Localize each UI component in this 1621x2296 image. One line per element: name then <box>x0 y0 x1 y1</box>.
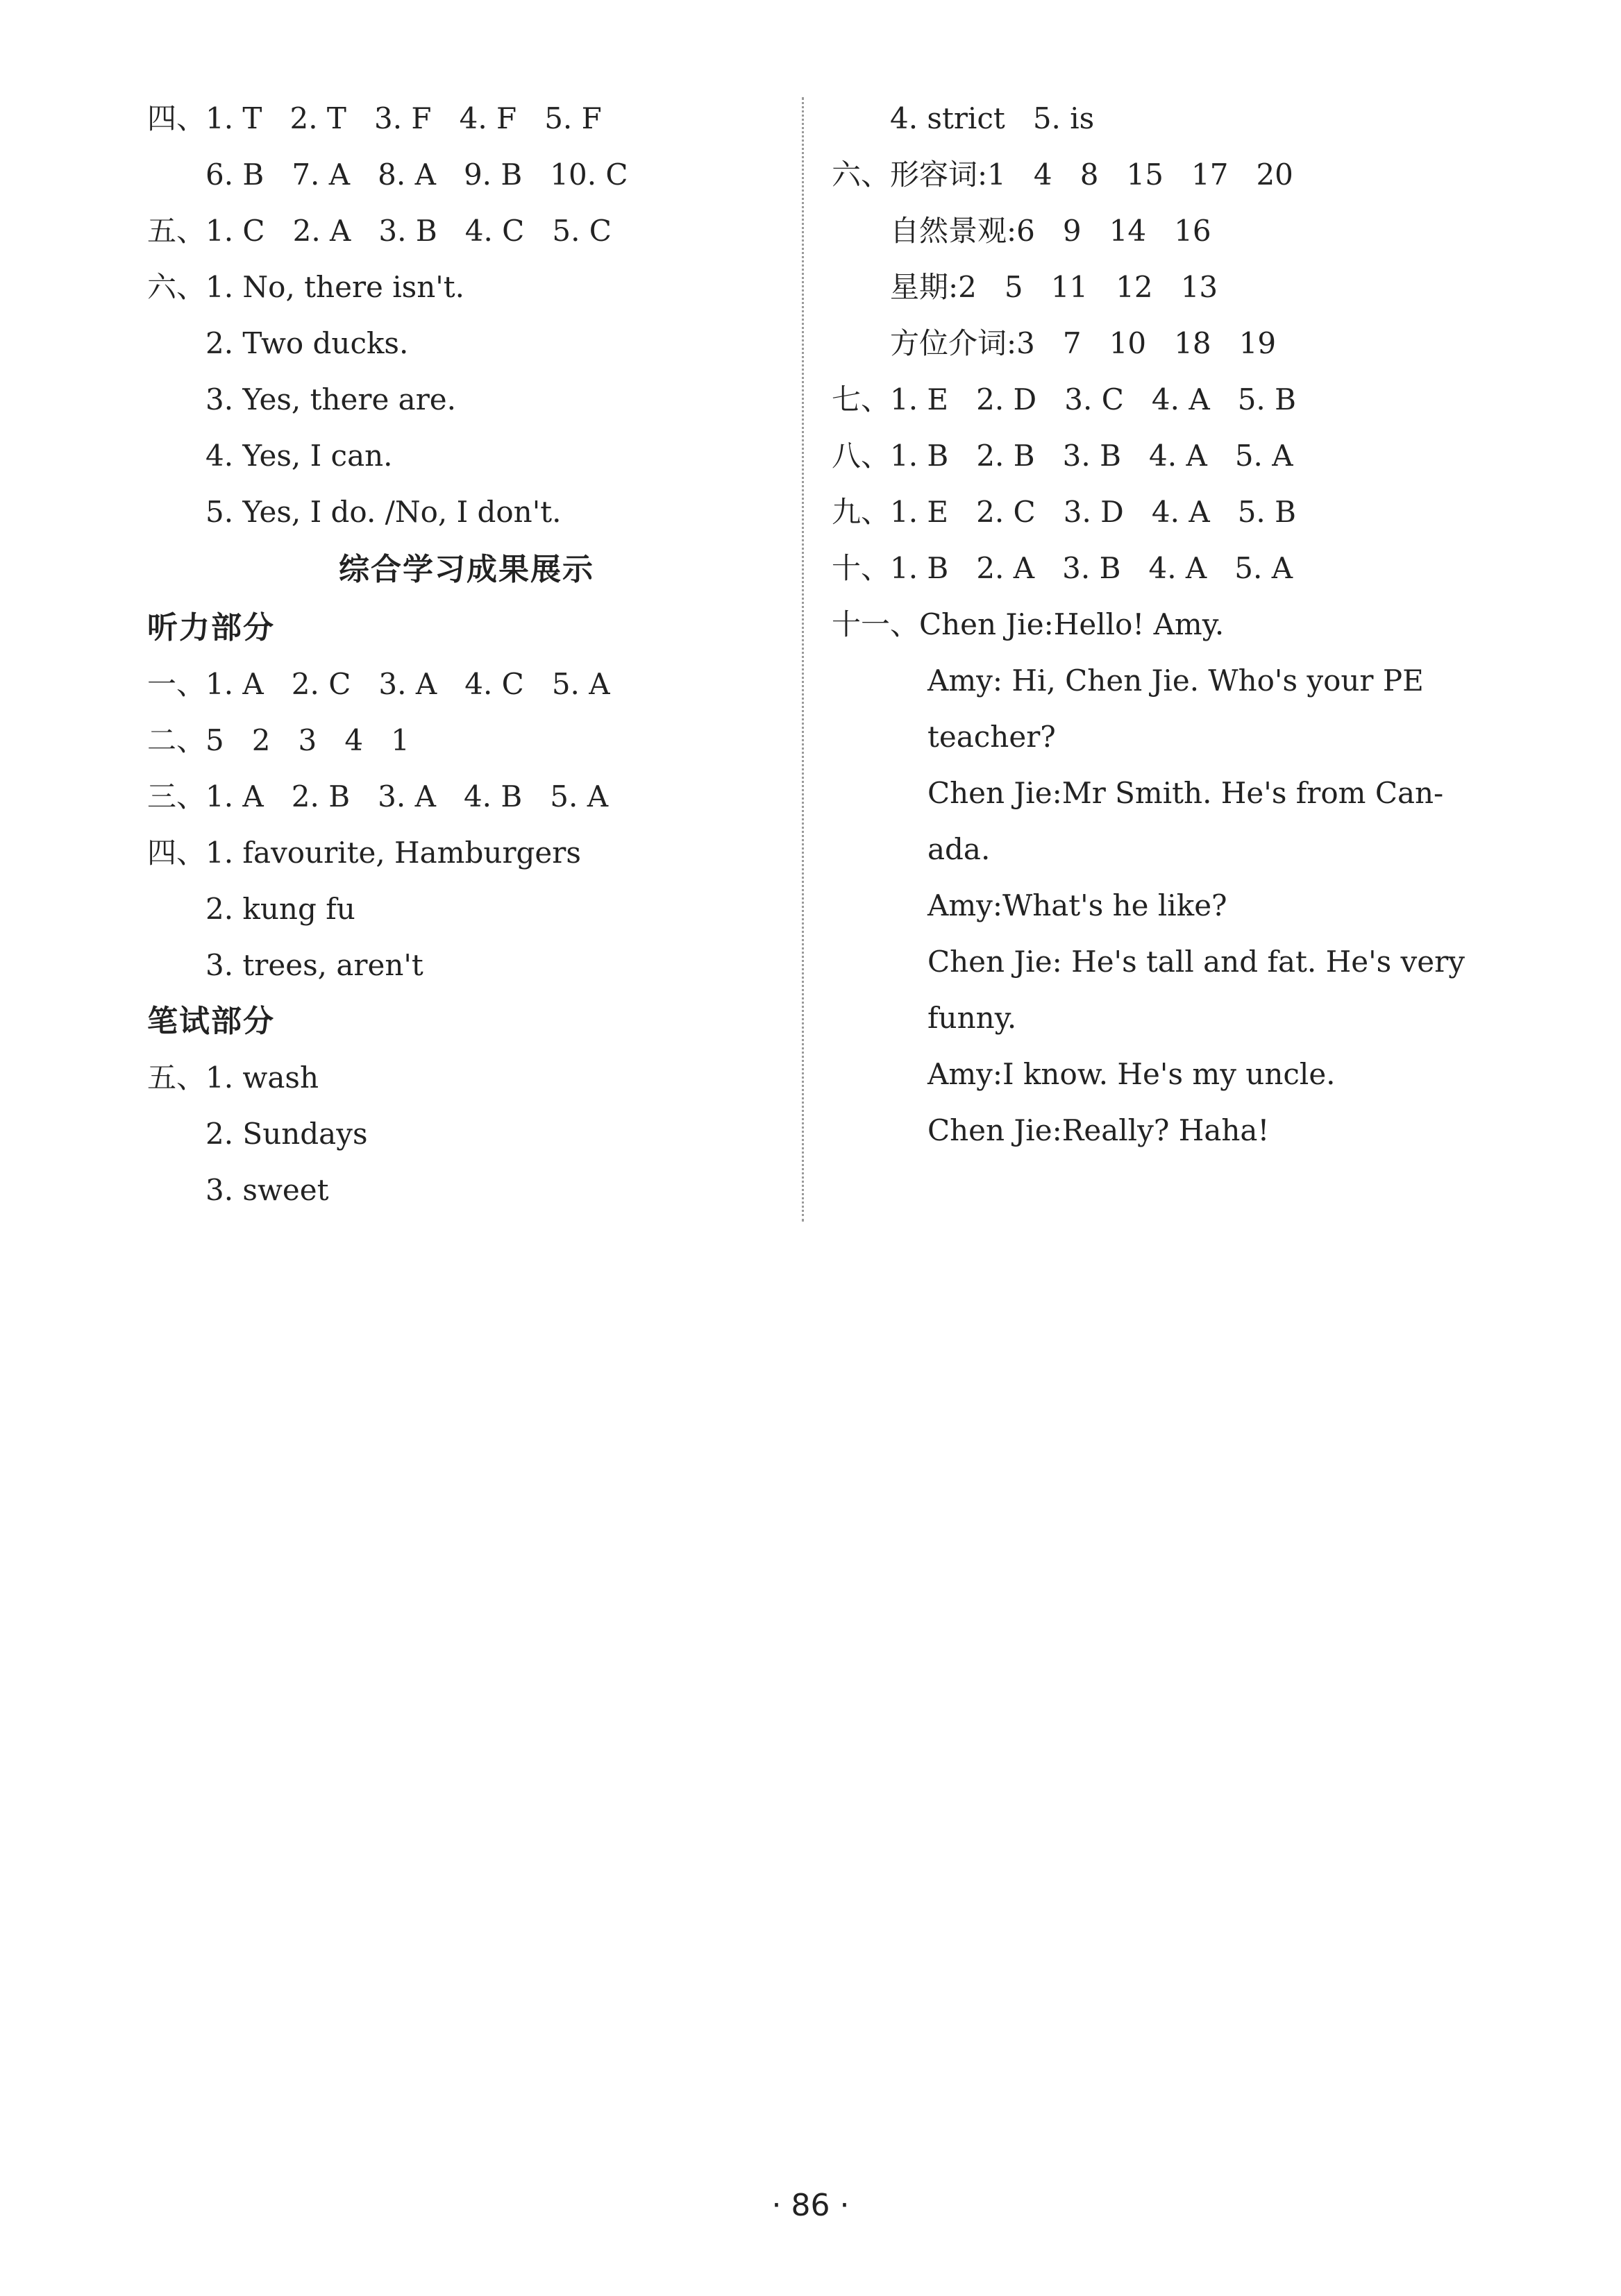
answer-line: 3. trees, aren't <box>205 948 423 982</box>
answer-line: 2. Sundays <box>205 1117 368 1151</box>
answer-line: 一、1. A 2. C 3. A 4. C 5. A <box>147 667 610 701</box>
answer-line: 4. Yes, I can. <box>205 439 393 473</box>
answer-line: 3. sweet <box>205 1173 329 1207</box>
answer-line: 2. Two ducks. <box>205 326 409 360</box>
answer-line: 6. B 7. A 8. A 9. B 10. C <box>205 158 628 192</box>
dialogue-line: funny. <box>927 1001 1017 1035</box>
answer-line: 八、1. B 2. B 3. B 4. A 5. A <box>832 439 1293 473</box>
left-column <box>147 90 786 1218</box>
answer-line: 4. strict 5. is <box>890 101 1095 135</box>
answer-line: 五、1. C 2. A 3. B 4. C 5. C <box>147 214 612 248</box>
answer-line: 星期:2 5 11 12 13 <box>890 270 1218 304</box>
answer-line: 二、5 2 3 4 1 <box>147 723 410 757</box>
answer-line: 十、1. B 2. A 3. B 4. A 5. A <box>832 551 1293 585</box>
listening-heading: 听力部分 <box>147 610 275 645</box>
answer-line: 方位介词:3 7 10 18 19 <box>890 326 1277 360</box>
answer-line: 七、1. E 2. D 3. C 4. A 5. B <box>832 382 1296 416</box>
section-title: 综合学习成果展示 <box>339 552 594 587</box>
dialogue-line: ada. <box>927 832 991 866</box>
dialogue-line: Amy:I know. He's my uncle. <box>927 1057 1336 1091</box>
dialogue-line: 十一、Chen Jie:Hello! Amy. <box>832 607 1225 641</box>
answer-line: 3. Yes, there are. <box>205 382 456 416</box>
dialogue-line: Chen Jie:Really? Haha! <box>927 1113 1270 1147</box>
answer-line: 自然景观:6 9 14 16 <box>890 214 1211 248</box>
answer-line: 5. Yes, I do. /No, I don't. <box>205 495 562 529</box>
dialogue-line: teacher? <box>927 720 1056 754</box>
answer-line: 四、1. favourite, Hamburgers <box>147 836 581 870</box>
answer-line: 四、1. T 2. T 3. F 4. F 5. F <box>147 101 602 135</box>
dialogue-line: Amy:What's he like? <box>927 888 1227 922</box>
dialogue-line: Chen Jie:Mr Smith. He's from Can- <box>927 776 1444 810</box>
answer-line: 六、形容词:1 4 8 15 17 20 <box>832 158 1293 192</box>
answer-line: 三、1. A 2. B 3. A 4. B 5. A <box>147 779 609 813</box>
column-divider <box>802 97 804 1222</box>
answer-line: 六、1. No, there isn't. <box>147 270 465 304</box>
right-column <box>832 90 1498 1158</box>
dialogue-line: Chen Jie: He's tall and fat. He's very <box>927 945 1465 979</box>
answer-line: 五、1. wash <box>147 1061 319 1095</box>
page-number: · 86 · <box>771 2188 850 2223</box>
answer-line: 九、1. E 2. C 3. D 4. A 5. B <box>832 495 1296 529</box>
answer-line: 2. kung fu <box>205 892 355 926</box>
dialogue-line: Amy: Hi, Chen Jie. Who's your PE <box>927 664 1424 698</box>
writing-heading: 笔试部分 <box>147 1004 275 1039</box>
